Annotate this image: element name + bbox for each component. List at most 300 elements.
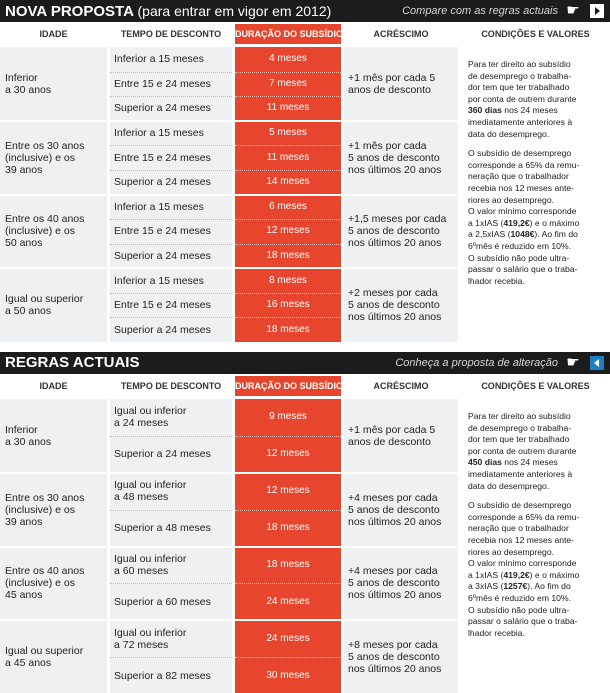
text-fragment: 6ºmês é reduzido em 10%. — [468, 592, 571, 603]
text-line: 5 anos de desconto — [348, 651, 440, 664]
acrescimo-label — [344, 565, 441, 601]
condicoes-column — [461, 399, 610, 693]
condicoes-text — [468, 59, 608, 287]
group-divider — [0, 194, 107, 196]
idade-label — [0, 424, 51, 448]
acrescimo-cell — [344, 620, 458, 693]
group-divider — [0, 619, 107, 621]
text-fragment: riores ao desemprego. — [468, 194, 554, 205]
text-fragment: a 1xIAS ( — [468, 217, 504, 228]
tempo-cell — [110, 547, 232, 584]
duracao-cell — [235, 657, 341, 693]
condicoes-line — [468, 218, 608, 230]
idade-column — [0, 47, 107, 342]
duracao-value: 6 meses — [269, 200, 307, 212]
duracao-cell — [235, 268, 341, 293]
tempo-cell — [110, 170, 232, 195]
col-header-condicoes: CONDIÇÕES E VALORES — [481, 381, 590, 391]
text-fragment: O subsídio de desemprego — [468, 148, 572, 159]
duracao-value: 16 meses — [266, 299, 310, 311]
section-header-bar — [0, 0, 610, 22]
text-line: Entre 15 e 24 meses — [114, 151, 211, 164]
text-fragment: a 2,5xIAS ( — [468, 229, 511, 240]
idade-label — [0, 645, 83, 669]
text-fragment: nos 24 meses — [501, 457, 558, 468]
acrescimo-cell — [344, 547, 458, 621]
text-line: Inferior a 15 meses — [114, 127, 204, 140]
text-line: +4 meses por cada — [348, 565, 438, 578]
row-divider — [110, 583, 232, 584]
tempo-label — [110, 553, 186, 577]
tempo-label — [110, 127, 204, 139]
group-divider — [344, 546, 458, 548]
acrescimo-label — [344, 140, 441, 176]
text-fragment: imediatamente anteriores à — [468, 468, 573, 479]
highlight-value: 1048€ — [510, 229, 535, 240]
duracao-cell — [235, 583, 341, 620]
text-fragment: dor tem que ter trabalhado — [468, 82, 570, 93]
text-line: Superior a 24 meses — [114, 448, 211, 461]
table-body — [0, 47, 610, 342]
duracao-cell — [235, 219, 341, 244]
text-line: 5 anos de desconto — [348, 299, 440, 312]
tempo-cell — [110, 399, 232, 436]
group-divider — [110, 267, 232, 269]
condicoes-line — [468, 446, 608, 458]
duracao-cell — [235, 293, 341, 318]
group-divider — [344, 619, 458, 621]
acrescimo-label — [344, 213, 446, 249]
row-divider — [235, 170, 341, 171]
text-line: Igual ou superior — [5, 293, 84, 306]
text-line: Superior a 48 meses — [114, 522, 211, 535]
idade-label — [0, 293, 83, 317]
text-fragment: recebia nos 12 meses ante- — [468, 534, 575, 545]
text-fragment: ). Ao fim do — [534, 229, 578, 240]
pointing-hand-icon: ☛ — [566, 2, 580, 19]
duracao-column — [235, 47, 341, 342]
group-divider — [0, 472, 107, 474]
idade-label — [0, 72, 51, 96]
duracao-cell — [235, 96, 341, 121]
duracao-value: 24 meses — [266, 595, 310, 607]
group-divider — [344, 472, 458, 474]
row-divider — [110, 170, 232, 171]
tempo-cell — [110, 244, 232, 269]
highlight-value: 360 dias — [468, 105, 502, 116]
text-fragment: Para ter direito ao subsídio — [468, 411, 571, 421]
text-fragment: dor tem que ter trabalhado — [468, 434, 570, 445]
col-header-idade: IDADE — [39, 29, 68, 39]
tempo-label — [110, 201, 204, 213]
duracao-value: 11 meses — [266, 151, 310, 163]
duracao-value: 24 meses — [266, 632, 310, 644]
next-arrow-button[interactable] — [590, 4, 604, 18]
acrescimo-column — [344, 399, 458, 693]
acrescimo-column — [344, 47, 458, 342]
text-fragment: ) e o máximo — [529, 217, 580, 228]
tempo-label — [110, 78, 211, 90]
text-line: a 50 anos — [5, 305, 52, 318]
text-line: Inferior a 15 meses — [114, 200, 204, 213]
condicoes-line — [468, 512, 608, 524]
condicoes-line — [468, 117, 608, 129]
row-divider — [235, 583, 341, 584]
condicoes-line — [468, 423, 608, 435]
table-body — [0, 399, 610, 693]
duracao-cell — [235, 195, 341, 220]
text-fragment: ). Ao fim do — [527, 581, 571, 592]
condicoes-line — [468, 206, 608, 218]
text-line: Igual ou inferior — [114, 552, 187, 565]
acrescimo-label — [344, 639, 441, 675]
row-divider — [235, 72, 341, 73]
tempo-label — [110, 324, 211, 336]
group-divider — [110, 472, 232, 474]
text-line: Superior a 82 meses — [114, 669, 211, 682]
row-divider — [110, 317, 232, 318]
condicoes-line — [468, 59, 608, 71]
condicoes-line — [468, 241, 608, 253]
text-fragment: O valor mínimo corresponde — [468, 206, 577, 217]
idade-cell — [0, 268, 107, 342]
condicoes-line — [468, 276, 608, 288]
highlight-value: 419,2€ — [503, 569, 530, 580]
text-fragment: 6ºmês é reduzido em 10%. — [468, 240, 571, 251]
text-line: Inferior a 15 meses — [114, 53, 204, 66]
group-divider — [344, 194, 458, 196]
tempo-cell — [110, 121, 232, 146]
condicoes-line — [468, 148, 608, 160]
group-divider — [344, 120, 458, 122]
text-fragment: passar o salário que o traba- — [468, 616, 578, 627]
text-line: Superior a 24 meses — [114, 323, 211, 336]
text-line: a 48 meses — [114, 491, 169, 504]
idade-cell — [0, 121, 107, 195]
duracao-value: 12 meses — [266, 225, 310, 237]
tempo-label — [110, 102, 211, 114]
group-divider — [0, 546, 107, 548]
duracao-cell — [235, 436, 341, 473]
duracao-value: 18 meses — [266, 323, 310, 335]
text-fragment: por conta de outrem durante — [468, 445, 577, 456]
text-fragment: corresponde a 65% da remu- — [468, 159, 580, 170]
row-divider — [235, 145, 341, 146]
text-line: +2 meses por cada — [348, 287, 438, 300]
idade-cell — [0, 620, 107, 693]
text-line: Entre os 40 anos — [5, 565, 85, 578]
tempo-cell — [110, 47, 232, 72]
text-fragment: data do desemprego. — [468, 128, 550, 139]
group-divider — [110, 619, 232, 621]
tempo-label — [110, 448, 211, 460]
col-header-duracao: DURAÇÃO DO SUBSÍDIO — [235, 24, 341, 44]
condicoes-line — [468, 229, 608, 241]
text-line: Igual ou inferior — [114, 479, 187, 492]
text-line: nos últimos 20 anos — [348, 311, 442, 324]
condicoes-line — [468, 195, 608, 207]
idade-column — [0, 399, 107, 693]
section-subtitle: (para entrar em vigor em 2012) — [137, 3, 332, 19]
condicoes-line — [468, 71, 608, 83]
text-fragment: O subsídio de desemprego — [468, 500, 572, 511]
group-divider — [235, 194, 341, 196]
section-title: REGRAS ACTUAIS — [5, 354, 140, 371]
text-line: nos últimos 20 anos — [348, 589, 442, 602]
row-divider — [110, 510, 232, 511]
condicoes-line — [468, 616, 608, 628]
duracao-cell — [235, 399, 341, 436]
condicoes-text — [468, 411, 608, 639]
tempo-cell — [110, 96, 232, 121]
row-divider — [235, 96, 341, 97]
highlight-value: 1257€ — [503, 581, 528, 592]
text-line: nos últimos 20 anos — [348, 663, 442, 676]
highlight-value: 419,2€ — [503, 217, 530, 228]
text-fragment: corresponde a 65% da remu- — [468, 511, 580, 522]
text-line: Entre 15 e 24 meses — [114, 225, 211, 238]
duracao-value: 18 meses — [266, 249, 310, 261]
duracao-value: 11 meses — [266, 102, 310, 114]
condicoes-line — [468, 129, 608, 141]
row-divider — [235, 510, 341, 511]
duracao-cell — [235, 473, 341, 510]
text-line: Entre os 30 anos — [5, 139, 85, 152]
text-fragment: O valor mínimo corresponde — [468, 558, 577, 569]
row-divider — [235, 293, 341, 294]
tempo-label — [110, 627, 186, 651]
text-fragment: neração que o trabalhador — [468, 171, 569, 182]
acrescimo-cell — [344, 195, 458, 269]
text-fragment: a 1xIAS ( — [468, 569, 504, 580]
acrescimo-cell — [344, 47, 458, 121]
duracao-value: 7 meses — [269, 77, 307, 89]
condicoes-line — [468, 500, 608, 512]
tempo-label — [110, 522, 211, 534]
condicoes-line — [468, 457, 608, 469]
tempo-cell — [110, 620, 232, 657]
text-line: Entre 15 e 24 meses — [114, 77, 211, 90]
acrescimo-cell — [344, 473, 458, 547]
text-line: anos de desconto — [348, 435, 431, 448]
col-header-acrescimo: ACRÉSCIMO — [373, 29, 429, 39]
text-fragment: data do desemprego. — [468, 480, 550, 491]
text-fragment: ) e o máximo — [529, 569, 580, 580]
duracao-cell — [235, 620, 341, 657]
condicoes-line — [468, 183, 608, 195]
row-divider — [235, 436, 341, 437]
row-divider — [235, 657, 341, 658]
tempo-cell — [110, 317, 232, 342]
text-line: a 30 anos — [5, 83, 52, 96]
text-line: nos últimos 20 anos — [348, 515, 442, 528]
duracao-value: 12 meses — [266, 448, 310, 460]
text-line: Entre os 40 anos — [5, 213, 85, 226]
text-fragment: neração que o trabalhador — [468, 523, 569, 534]
row-divider — [110, 244, 232, 245]
tempo-cell — [110, 436, 232, 473]
group-divider — [110, 546, 232, 548]
group-divider — [235, 546, 341, 548]
row-divider — [235, 244, 341, 245]
prev-arrow-button[interactable] — [590, 356, 604, 370]
text-line: Entre os 30 anos — [5, 491, 85, 504]
pointing-hand-icon: ☛ — [566, 354, 580, 371]
text-line: Igual ou inferior — [114, 626, 187, 639]
text-line: Inferior — [5, 423, 38, 436]
tempo-cell — [110, 195, 232, 220]
text-line: a 24 meses — [114, 417, 169, 430]
idade-label — [0, 213, 84, 249]
tempo-label — [110, 53, 204, 65]
group-divider — [110, 120, 232, 122]
compare-link[interactable]: Compare com as regras actuais — [402, 5, 558, 17]
duracao-value: 8 meses — [269, 274, 307, 286]
text-line: 5 anos de desconto — [348, 151, 440, 164]
text-fragment: lhador recebia. — [468, 275, 525, 286]
row-divider — [235, 317, 341, 318]
condicoes-line — [468, 160, 608, 172]
condicoes-line — [468, 481, 608, 493]
text-line: (inclusive) e os — [5, 225, 76, 238]
tempo-cell — [110, 145, 232, 170]
col-header-duracao: DURAÇÃO DO SUBSÍDIO — [235, 376, 341, 396]
row-divider — [110, 436, 232, 437]
idade-label — [0, 140, 84, 176]
text-line: +1,5 meses por cada — [348, 213, 447, 226]
text-line: 5 anos de desconto — [348, 225, 440, 238]
condicoes-line — [468, 411, 608, 423]
group-divider — [0, 120, 107, 122]
condicoes-line — [468, 628, 608, 640]
tempo-cell — [110, 583, 232, 620]
tempo-label — [110, 176, 211, 188]
duracao-value: 5 meses — [269, 127, 307, 139]
group-divider — [0, 267, 107, 269]
text-fragment: a 3xIAS ( — [468, 581, 504, 592]
idade-cell — [0, 399, 107, 473]
tempo-label — [110, 479, 186, 503]
text-line: Igual ou inferior — [114, 405, 187, 418]
tempo-cell — [110, 510, 232, 547]
idade-cell — [0, 47, 107, 121]
duracao-cell — [235, 244, 341, 269]
text-fragment: passar o salário que o traba- — [468, 264, 578, 275]
condicoes-line — [468, 434, 608, 446]
text-line: a 45 anos — [5, 657, 52, 670]
condicoes-line — [468, 570, 608, 582]
tempo-label — [110, 250, 211, 262]
section-title: NOVA PROPOSTA (para entrar em vigor em 2012) — [5, 3, 332, 20]
tempo-label — [110, 596, 211, 608]
tempo-label — [110, 405, 186, 429]
group-divider — [235, 267, 341, 269]
duracao-cell — [235, 47, 341, 72]
duracao-value: 18 meses — [266, 522, 310, 534]
duracao-value: 4 meses — [269, 53, 307, 65]
text-line: Superior a 24 meses — [114, 249, 211, 262]
text-fragment: imediatamente anteriores à — [468, 116, 573, 127]
duracao-value: 18 meses — [266, 558, 310, 570]
col-header-acrescimo: ACRÉSCIMO — [373, 381, 429, 391]
text-line: +4 meses por cada — [348, 491, 438, 504]
acrescimo-cell — [344, 268, 458, 342]
text-line: 5 anos de desconto — [348, 503, 440, 516]
tempo-cell — [110, 657, 232, 693]
text-line: Superior a 60 meses — [114, 595, 211, 608]
tempo-label — [110, 225, 211, 237]
idade-label — [0, 565, 84, 601]
text-fragment: O subsídio não pode ultra- — [468, 604, 570, 615]
duracao-cell — [235, 317, 341, 342]
acrescimo-label — [344, 287, 441, 323]
condicoes-line — [468, 253, 608, 265]
proposal-link[interactable]: Conheça a proposta de alteração — [395, 357, 558, 369]
condicoes-line — [468, 581, 608, 593]
text-line: nos últimos 20 anos — [348, 237, 442, 250]
text-line: Inferior a 15 meses — [114, 274, 204, 287]
text-fragment: nos 24 meses — [501, 105, 558, 116]
text-line: Igual ou superior — [5, 645, 84, 658]
idade-cell — [0, 547, 107, 621]
text-line: Superior a 24 meses — [114, 102, 211, 115]
text-line: (inclusive) e os — [5, 503, 76, 516]
condicoes-line — [468, 593, 608, 605]
tempo-cell — [110, 293, 232, 318]
group-divider — [344, 267, 458, 269]
row-divider — [110, 72, 232, 73]
condicoes-line — [468, 523, 608, 535]
tempo-label — [110, 670, 211, 682]
row-divider — [110, 657, 232, 658]
text-line: +1 mês por cada — [348, 139, 427, 152]
text-line: 50 anos — [5, 237, 43, 250]
group-divider — [235, 472, 341, 474]
idade-cell — [0, 473, 107, 547]
duracao-cell — [235, 510, 341, 547]
condicoes-column — [461, 47, 610, 342]
condicoes-line — [468, 82, 608, 94]
text-line: Inferior — [5, 71, 38, 84]
duracao-cell — [235, 145, 341, 170]
group-divider — [235, 120, 341, 122]
text-fragment: por conta de outrem durante — [468, 93, 577, 104]
arrow-right-icon — [595, 7, 600, 15]
condicoes-line — [468, 171, 608, 183]
row-divider — [110, 293, 232, 294]
text-line: anos de desconto — [348, 83, 431, 96]
text-fragment: de desemprego o trabalha- — [468, 70, 572, 81]
duracao-cell — [235, 170, 341, 195]
condicoes-line — [468, 535, 608, 547]
tempo-column — [110, 399, 232, 693]
arrow-left-icon — [594, 359, 599, 367]
condicoes-line — [468, 605, 608, 617]
text-line: Entre 15 e 24 meses — [114, 299, 211, 312]
col-header-tempo: TEMPO DE DESCONTO — [120, 29, 222, 39]
tempo-label — [110, 152, 211, 164]
text-fragment: de desemprego o trabalha- — [468, 422, 572, 433]
condicoes-line — [468, 547, 608, 559]
tempo-label — [110, 275, 204, 287]
tempo-cell — [110, 473, 232, 510]
acrescimo-label — [344, 72, 435, 96]
condicoes-line — [468, 94, 608, 106]
condicoes-line — [468, 469, 608, 481]
text-line: nos últimos 20 anos — [348, 163, 442, 176]
tempo-cell — [110, 72, 232, 97]
idade-label — [0, 492, 84, 528]
